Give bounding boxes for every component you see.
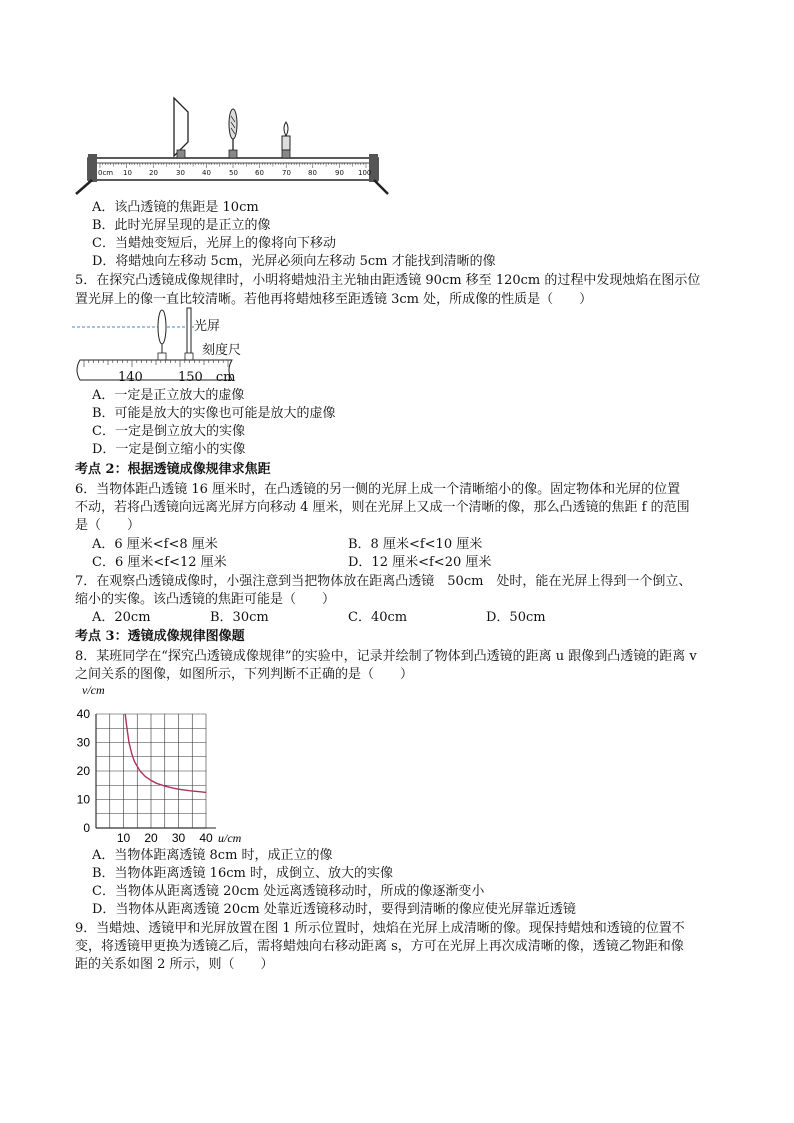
scale-label: 70 — [282, 169, 291, 177]
x-tick-label: 30 — [171, 831, 186, 845]
q8-stem: 8．某班同学在“探究凸透镜成像规律”的实验中，记录并绘制了物体到凸透镜的距离 u 跟像到凸透镜的距离 v — [75, 649, 697, 664]
q6-stem: 是（ ） — [75, 518, 141, 533]
uv-chart — [60, 680, 260, 850]
x-axis-label: u/cm — [218, 831, 242, 845]
scale-label: 10 — [123, 169, 132, 177]
q5-option-d: D．一定是倒立缩小的实像 — [92, 442, 246, 457]
x-tick-label: 20 — [144, 831, 158, 845]
q8-option-a: A．当物体距离透镜 8cm 时，成正立的像 — [92, 848, 333, 863]
light-screen-icon — [185, 308, 193, 360]
section-heading: 考点 3：透镜成像规律图像题 — [75, 629, 245, 644]
y-tick-label: 10 — [76, 792, 90, 807]
screen-label: 光屏 — [194, 319, 221, 334]
q6-option-a: A．6 厘米<f<8 厘米 — [92, 537, 218, 552]
q4-option-b: B．此时光屏呈现的是正立的像 — [92, 218, 271, 233]
ruler-tick-label: 140 — [118, 370, 143, 385]
q8-option-b: B．当物体距离透镜 16cm 时，成倒立、放大的实像 — [92, 866, 393, 881]
q8-stem: 之间关系的图像，如图所示，下列判断不正确的是（ ） — [75, 667, 414, 682]
scale-label: 50 — [229, 169, 238, 177]
q5-option-b: B．可能是放大的实像也可能是放大的虚像 — [92, 406, 336, 421]
y-tick-label: 0 — [83, 821, 90, 835]
bench-scale-labels — [70, 92, 390, 202]
q5-option-c: C．一定是倒立放大的实像 — [92, 424, 245, 439]
q6-option-d: D．12 厘米<f<20 厘米 — [348, 555, 492, 570]
section-heading: 考点 2：根据透镜成像规律求焦距 — [75, 462, 271, 477]
q5-stem: 置光屏上的像一直比较清晰。若他再将蜡烛移至距透镜 3cm 处，所成像的性质是（ ） — [75, 292, 593, 307]
scale-label: 100 — [358, 169, 372, 177]
scale-label: 20 — [149, 169, 158, 177]
scale-label: 30 — [176, 169, 185, 177]
q6-option-b: B．8 厘米<f<10 厘米 — [348, 537, 483, 552]
scale-label: 60 — [255, 169, 264, 177]
q8-option-c: C．当物体从距离透镜 20cm 处远离透镜移动时，所成的像逐渐变小 — [92, 884, 485, 899]
scale-label: 80 — [308, 169, 317, 177]
q9-stem: 变，将透镜甲更换为透镜乙后，需将蜡烛向右移动距离 s，方可在光屏上再次成清晰的像，透镜乙物距和像 — [75, 939, 684, 954]
y-tick-label: 20 — [76, 764, 90, 778]
ruler-label: 刻度尺 — [202, 343, 242, 358]
ruler-tick-label: 150 cm — [178, 370, 236, 385]
scale-label: 40 — [202, 169, 211, 177]
y-tick-label: 40 — [76, 707, 90, 721]
scale-label: 0cm — [98, 169, 114, 177]
q7-option-b: B．30cm — [210, 610, 269, 625]
q7-stem: 7．在观察凸透镜成像时，小强注意到当把物体放在距离凸透镜 50cm 处时，能在光屏上得到一个倒立、 — [75, 574, 692, 589]
q6-stem: 6．当物体距凸透镜 16 厘米时，在凸透镜的另一侧的光屏上成一个清晰缩小的像。固定物体和光屏的位置 — [75, 482, 681, 497]
q4-option-d: D．将蜡烛向左移动 5cm，光屏必须向左移动 5cm 才能找到清晰的像 — [92, 254, 496, 269]
q6-stem: 不动，若将凸透镜向远离光屏方向移动 4 厘米，则在光屏上又成一个清晰的像，那么凸透镜的焦距 f 的范围 — [75, 500, 690, 515]
q7-option-c: C．40cm — [348, 610, 408, 625]
convex-lens-icon — [158, 310, 166, 360]
x-tick-label: 40 — [199, 831, 213, 845]
x-tick-label: 10 — [116, 831, 131, 845]
q4-option-a: A．该凸透镜的焦距是 10cm — [92, 200, 259, 215]
q7-option-d: D．50cm — [486, 610, 546, 625]
q6-option-c: C．6 厘米<f<12 厘米 — [92, 555, 227, 570]
q7-option-a: A．20cm — [92, 610, 151, 625]
q4-option-c: C．当蜡烛变短后，光屏上的像将向下移动 — [92, 236, 336, 251]
q8-option-d: D．当物体从距离透镜 20cm 处靠近透镜移动时，要得到清晰的像应使光屏靠近透镜 — [92, 902, 576, 917]
q5-stem: 5．在探究凸透镜成像规律时，小明将蜡烛沿主光轴由距透镜 90cm 移至 120cm 的过程中发现烛焰在图示位 — [75, 273, 701, 288]
scale-label: 90 — [335, 169, 344, 177]
q5-option-a: A．一定是正立放大的虚像 — [92, 388, 245, 403]
q7-stem: 缩小的实像。该凸透镜的焦距可能是（ ） — [75, 592, 336, 607]
y-axis-label: v/cm — [82, 683, 105, 697]
y-tick-label: 30 — [76, 735, 90, 750]
q9-stem: 9．当蜡烛、透镜甲和光屏放置在图 1 所示位置时，烛焰在光屏上成清晰的像。现保持蜡烛和透镜的位置不 — [75, 921, 685, 936]
q9-stem: 距的关系如图 2 所示，则（ ） — [75, 957, 274, 972]
